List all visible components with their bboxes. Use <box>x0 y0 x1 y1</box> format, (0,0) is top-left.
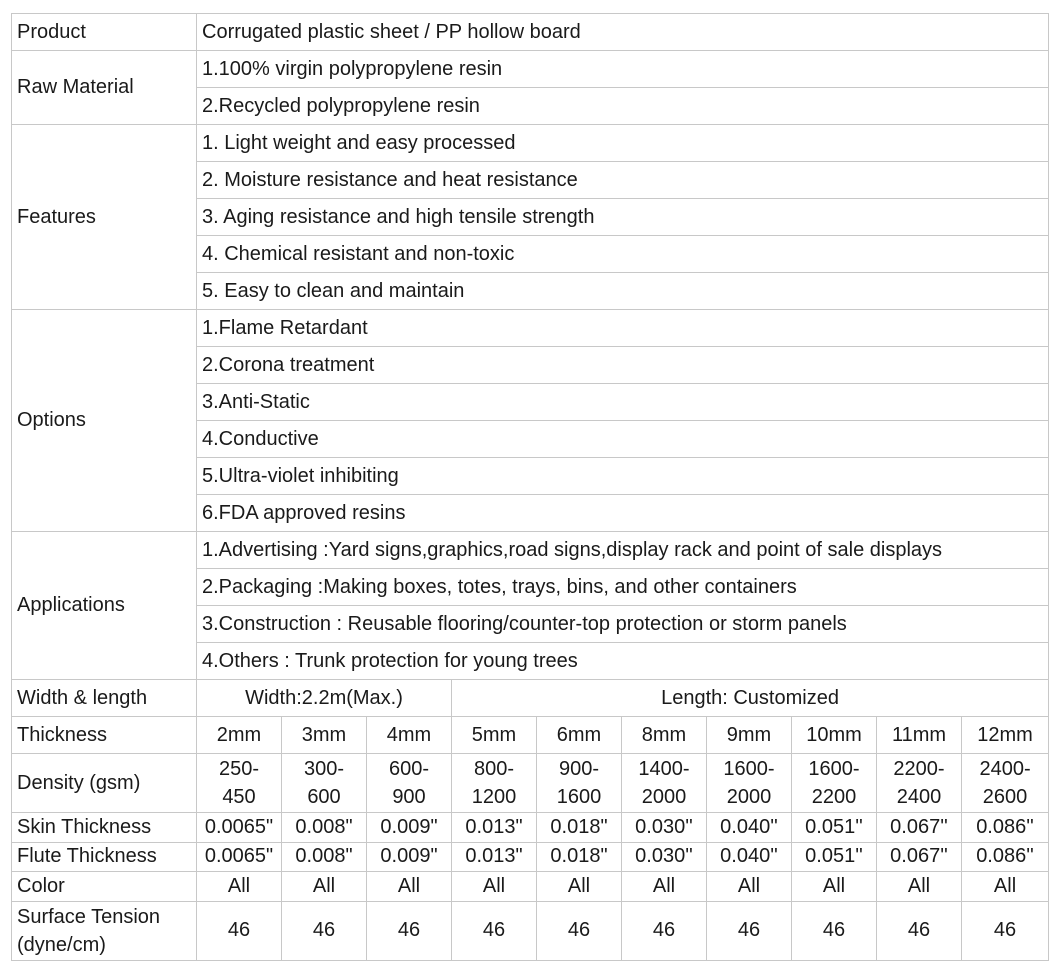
surface-tension-cell: 46 <box>282 901 367 960</box>
surface-tension-cell: 46 <box>537 901 622 960</box>
application-item: 3.Construction : Reusable flooring/counter-top protection or storm panels <box>197 606 1049 643</box>
color-cell: All <box>282 872 367 902</box>
surface-tension-cell: 46 <box>452 901 537 960</box>
density-label: Density (gsm) <box>12 754 197 813</box>
feature-item: 4. Chemical resistant and non-toxic <box>197 236 1049 273</box>
density-max: 600 <box>307 786 341 808</box>
density-cell <box>197 754 282 813</box>
flute-thickness-cell: 0.0065" <box>197 842 282 872</box>
color-cell: All <box>792 872 877 902</box>
thickness-cell: 5mm <box>452 717 537 754</box>
flute-thickness-label: Flute Thickness <box>12 842 197 872</box>
feature-item: 5. Easy to clean and maintain <box>197 273 1049 310</box>
density-cell <box>792 754 877 813</box>
skin-thickness-cell: 0.040'' <box>707 813 792 843</box>
flute-thickness-cell: 0.040'' <box>707 842 792 872</box>
surface-tension-cell: 46 <box>622 901 707 960</box>
feature-item: 1. Light weight and easy processed <box>197 125 1049 162</box>
thickness-label: Thickness <box>12 717 197 754</box>
option-item: 6.FDA approved resins <box>197 495 1049 532</box>
density-min: 2400- <box>979 758 1031 780</box>
row-flute-thickness <box>12 842 1049 872</box>
color-cell: All <box>962 872 1049 902</box>
density-cell <box>707 754 792 813</box>
option-item: 4.Conductive <box>197 421 1049 458</box>
thickness-cell: 6mm <box>537 717 622 754</box>
row-product <box>12 14 1049 51</box>
density-max: 1600 <box>556 786 602 808</box>
flute-thickness-cell: 0.013" <box>452 842 537 872</box>
feature-item: 3. Aging resistance and high tensile strength <box>197 199 1049 236</box>
skin-thickness-cell: 0.009" <box>367 813 452 843</box>
width-value: Width:2.2m(Max.) <box>197 680 452 717</box>
thickness-cell: 3mm <box>282 717 367 754</box>
thickness-cell: 2mm <box>197 717 282 754</box>
color-cell: All <box>622 872 707 902</box>
skin-thickness-cell: 0.018" <box>537 813 622 843</box>
density-max: 2200 <box>811 786 857 808</box>
flute-thickness-cell: 0.009" <box>367 842 452 872</box>
skin-thickness-cell: 0.008" <box>282 813 367 843</box>
flute-thickness-cell: 0.067'' <box>877 842 962 872</box>
surface-tension-label-line1: Surface Tension <box>17 905 161 928</box>
surface-tension-label-line2: (dyne/cm) <box>17 933 106 956</box>
thickness-cell: 8mm <box>622 717 707 754</box>
density-min: 250- <box>218 758 260 780</box>
color-cell: All <box>197 872 282 902</box>
flute-thickness-cell: 0.030'' <box>622 842 707 872</box>
density-max: 1200 <box>471 786 517 808</box>
options-label: Options <box>12 310 197 532</box>
density-max: 900 <box>392 786 426 808</box>
flute-thickness-cell: 0.008" <box>282 842 367 872</box>
thickness-cell: 11mm <box>877 717 962 754</box>
row-density <box>12 754 1049 813</box>
option-item: 3.Anti-Static <box>197 384 1049 421</box>
density-min: 800- <box>473 758 515 780</box>
color-cell: All <box>452 872 537 902</box>
length-value: Length: Customized <box>452 680 1049 717</box>
density-cell <box>962 754 1049 813</box>
thickness-cell: 12mm <box>962 717 1049 754</box>
row-skin-thickness <box>12 813 1049 843</box>
density-min: 900- <box>558 758 600 780</box>
option-item: 1.Flame Retardant <box>197 310 1049 347</box>
surface-tension-cell: 46 <box>962 901 1049 960</box>
density-max: 2600 <box>982 786 1028 808</box>
flute-thickness-cell: 0.018" <box>537 842 622 872</box>
row-color <box>12 872 1049 902</box>
product-value: Corrugated plastic sheet / PP hollow board <box>197 14 1049 51</box>
surface-tension-cell: 46 <box>367 901 452 960</box>
row-surface-tension <box>12 901 1049 960</box>
features-label: Features <box>12 125 197 310</box>
surface-tension-label <box>12 901 197 960</box>
color-cell: All <box>877 872 962 902</box>
skin-thickness-label: Skin Thickness <box>12 813 197 843</box>
flute-thickness-cell: 0.086'' <box>962 842 1049 872</box>
raw-material-label: Raw Material <box>12 51 197 125</box>
density-min: 1400- <box>638 758 690 780</box>
raw-material-item: 2.Recycled polypropylene resin <box>197 88 1049 125</box>
option-item: 2.Corona treatment <box>197 347 1049 384</box>
density-min: 1600- <box>723 758 775 780</box>
spec-table <box>11 13 1049 961</box>
application-item: 1.Advertising :Yard signs,graphics,road signs,display rack and point of sale displays <box>197 532 1049 569</box>
color-label: Color <box>12 872 197 902</box>
density-min: 2200- <box>893 758 945 780</box>
density-cell <box>622 754 707 813</box>
skin-thickness-cell: 0.013" <box>452 813 537 843</box>
density-max: 2000 <box>641 786 687 808</box>
option-item: 5.Ultra-violet inhibiting <box>197 458 1049 495</box>
density-max: 2400 <box>896 786 942 808</box>
row-options <box>12 310 1049 347</box>
skin-thickness-cell: 0.051'' <box>792 813 877 843</box>
thickness-cell: 10mm <box>792 717 877 754</box>
row-width-length <box>12 680 1049 717</box>
application-item: 4.Others : Trunk protection for young trees <box>197 643 1049 680</box>
thickness-cell: 9mm <box>707 717 792 754</box>
density-cell <box>282 754 367 813</box>
density-cell <box>452 754 537 813</box>
flute-thickness-cell: 0.051'' <box>792 842 877 872</box>
product-label: Product <box>12 14 197 51</box>
surface-tension-cell: 46 <box>197 901 282 960</box>
color-cell: All <box>367 872 452 902</box>
feature-item: 2. Moisture resistance and heat resistance <box>197 162 1049 199</box>
density-max: 450 <box>222 786 256 808</box>
color-cell: All <box>537 872 622 902</box>
row-applications <box>12 532 1049 569</box>
skin-thickness-cell: 0.030'' <box>622 813 707 843</box>
skin-thickness-cell: 0.0065" <box>197 813 282 843</box>
density-max: 2000 <box>726 786 772 808</box>
surface-tension-cell: 46 <box>877 901 962 960</box>
application-item: 2.Packaging :Making boxes, totes, trays, bins, and other containers <box>197 569 1049 606</box>
thickness-cell: 4mm <box>367 717 452 754</box>
density-min: 1600- <box>808 758 860 780</box>
color-cell: All <box>707 872 792 902</box>
row-thickness <box>12 717 1049 754</box>
density-min: 600- <box>388 758 430 780</box>
density-cell <box>877 754 962 813</box>
density-min: 300- <box>303 758 345 780</box>
surface-tension-cell: 46 <box>707 901 792 960</box>
density-cell <box>367 754 452 813</box>
raw-material-item: 1.100% virgin polypropylene resin <box>197 51 1049 88</box>
density-cell <box>537 754 622 813</box>
skin-thickness-cell: 0.067'' <box>877 813 962 843</box>
row-features <box>12 125 1049 162</box>
skin-thickness-cell: 0.086'' <box>962 813 1049 843</box>
row-raw-material <box>12 51 1049 88</box>
width-length-label: Width & length <box>12 680 197 717</box>
surface-tension-cell: 46 <box>792 901 877 960</box>
applications-label: Applications <box>12 532 197 680</box>
